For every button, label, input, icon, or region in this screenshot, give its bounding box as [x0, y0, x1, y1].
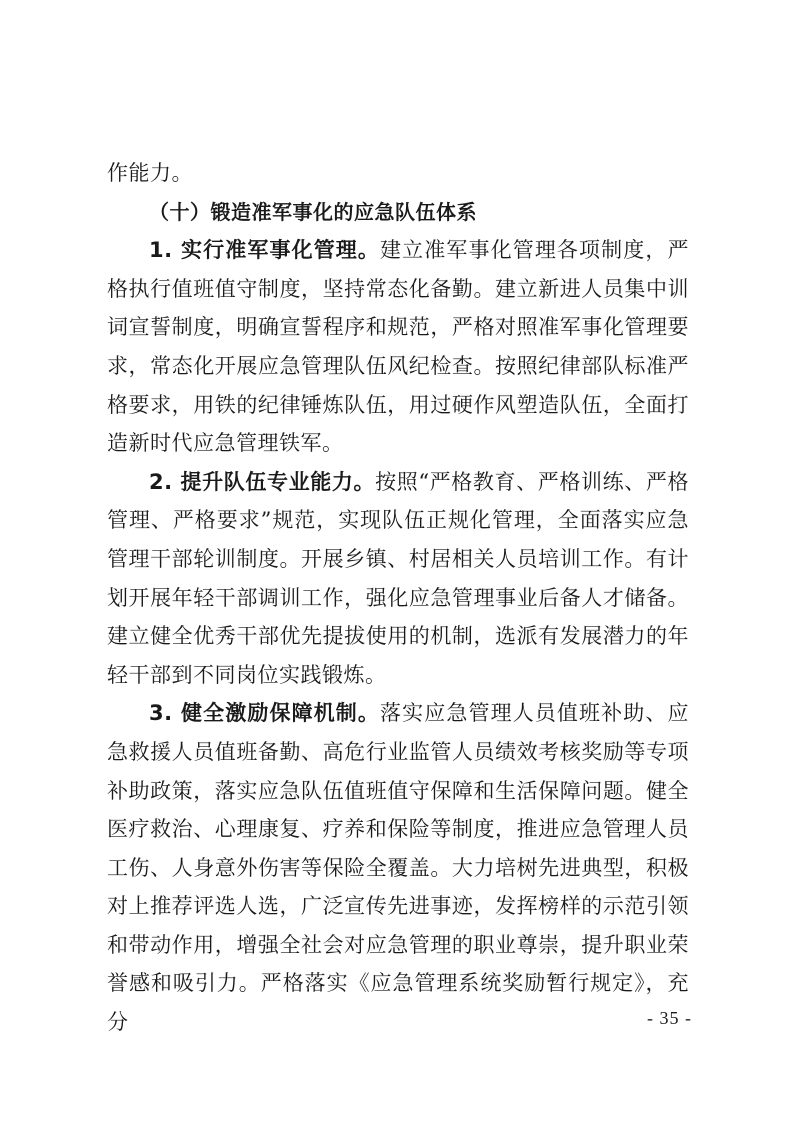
paragraph-1: [107, 231, 689, 463]
page-number: - 35 -: [647, 1008, 692, 1028]
paragraph-2-body: 按照“严格教育、严格训练、严格管理、严格要求”规范，实现队伍正规化管理，全面落实应急管理干部轮训制度。开展乡镇、村居相关人员培训工作。有计划开展年轻干部调训工作，强化应急管理事业后备人才储备。建立健全优秀干部优先提拔使用的机制，选派有发展潜力的年轻干部到不同岗位实践锻炼。: [107, 469, 689, 687]
section-heading: （十）锻造准军事化的应急队伍体系: [149, 199, 477, 224]
paragraph-3-body: 落实应急管理人员值班补助、应急救援人员值班备勤、高危行业监管人员绩效考核奖励等专项补助政策，落实应急队伍值班值守保障和生活保障问题。健全医疗救治、心理康复、疗养和保险等制度，推进应急管理人员工伤、人身意外伤害等保险全覆盖。大力培树先进典型，积极对上推荐评选人选，广泛宣传先进事迹，发挥榜样的示范引领和带动作用，增强全社会对应急管理的职业尊崇，提升职业荣誉感和吸引力。严格落实《应急管理系统奖励暂行规定》，充分: [107, 701, 689, 1035]
paragraph-3-lead: 3. 健全激励保障机制。: [149, 701, 381, 726]
document-body: [107, 154, 689, 1042]
paragraph-1-lead: 1. 实行准军事化管理。: [149, 238, 381, 263]
paragraph-2-lead: 2. 提升队伍专业能力。: [149, 469, 376, 494]
paragraph-1-body: 建立准军事化管理各项制度，严格执行值班值守制度，坚持常态化备勤。建立新进人员集中训词宣誓制度，明确宣誓程序和规范，严格对照准军事化管理要求，常态化开展应急管理队伍风纪检查。按照纪律部队标准严格要求，用铁的纪律锤炼队伍，用过硬作风塑造队伍，全面打造新时代应急管理铁军。: [107, 238, 689, 456]
continuation-text: 作能力。: [107, 161, 193, 185]
paragraph-3: [107, 694, 689, 1041]
paragraph-2: [107, 463, 689, 695]
